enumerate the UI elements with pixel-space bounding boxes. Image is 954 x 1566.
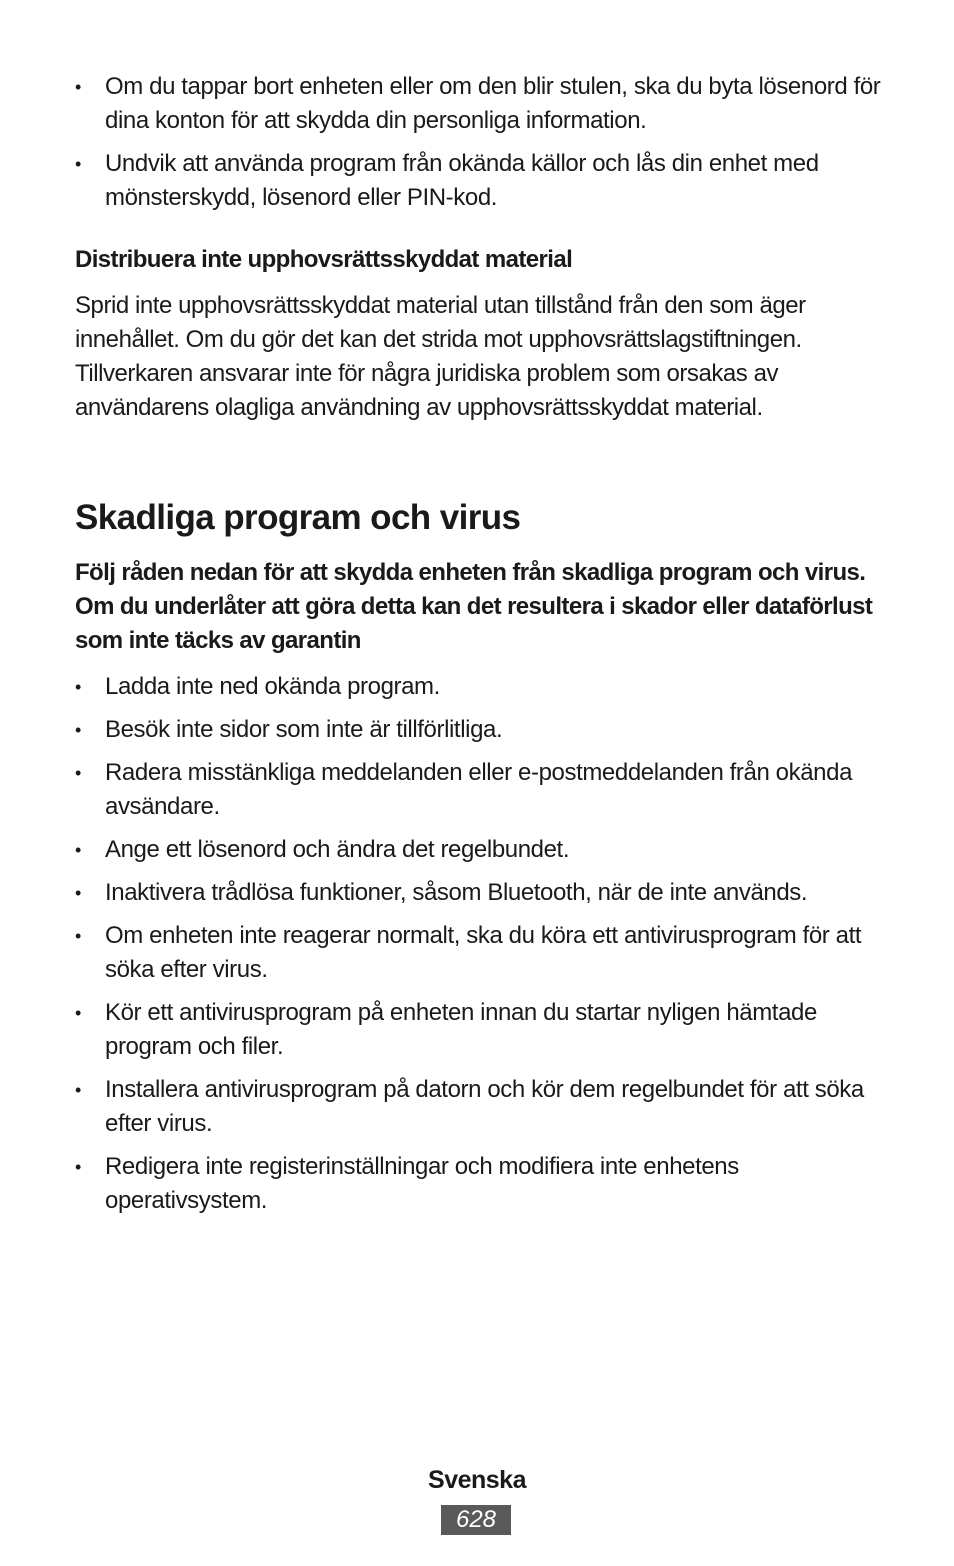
list-item-text: Installera antivirusprogram på datorn och kör dem regelbundet för att söka efter virus.	[105, 1076, 864, 1137]
list-item	[75, 670, 885, 704]
list-item	[75, 996, 885, 1064]
list-item-text: Redigera inte registerinställningar och modifiera inte enhetens operativsystem.	[105, 1153, 739, 1214]
bullet-icon: •	[75, 926, 81, 946]
list-item-text: Undvik att använda program från okända källor och lås din enhet med mönsterskydd, lösenord eller PIN-kod.	[105, 150, 819, 211]
list-item-text: Om du tappar bort enheten eller om den blir stulen, ska du byta lösenord för dina konton för att skydda din personliga information.	[105, 73, 881, 134]
list-item	[75, 919, 885, 987]
list-item-text: Inaktivera trådlösa funktioner, såsom Bluetooth, när de inte används.	[105, 879, 808, 906]
bullet-icon: •	[75, 1003, 81, 1023]
bullet-icon: •	[75, 1080, 81, 1100]
section-title: Skadliga program och virus	[75, 498, 521, 537]
bullet-icon: •	[75, 883, 81, 903]
bullet-icon: •	[75, 720, 81, 740]
copyright-paragraph: Sprid inte upphovsrättsskyddat material utan tillstånd från den som äger innehållet. Om du gör det kan det strida mot upphovsrättslagstiftningen. Tillverkaren ansvarar inte för några juridiska problem som orsakas av användarens olagliga användning av upphovsrättsskyddat material.	[75, 292, 806, 421]
list-item	[75, 713, 885, 747]
list-item	[75, 756, 885, 824]
list-item	[75, 1150, 885, 1218]
list-item	[75, 70, 885, 138]
list-item-text: Ladda inte ned okända program.	[105, 673, 440, 700]
bullet-icon: •	[75, 763, 81, 783]
page-content	[75, 70, 885, 1227]
malware-tips-list	[75, 670, 885, 1218]
list-item	[75, 147, 885, 215]
list-item-text: Ange ett lösenord och ändra det regelbundet.	[105, 836, 570, 863]
bullet-icon: •	[75, 677, 81, 697]
list-item-text: Om enheten inte reagerar normalt, ska du köra ett antivirusprogram för att söka efter virus.	[105, 922, 862, 983]
bullet-icon: •	[75, 840, 81, 860]
section-intro: Följ råden nedan för att skydda enheten från skadliga program och virus. Om du underlåter att göra detta kan det resultera i skador eller dataförlust som inte täcks av garantin	[75, 559, 873, 654]
list-item	[75, 876, 885, 910]
security-tips-list	[75, 70, 885, 215]
bullet-icon: •	[75, 154, 81, 174]
list-item-text: Besök inte sidor som inte är tillförlitliga.	[105, 716, 503, 743]
list-item	[75, 1073, 885, 1141]
bullet-icon: •	[75, 1157, 81, 1177]
list-item-text: Kör ett antivirusprogram på enheten innan du startar nyligen hämtade program och filer.	[105, 999, 817, 1060]
list-item	[75, 833, 885, 867]
bullet-icon: •	[75, 77, 81, 97]
page-number: 628	[441, 1505, 511, 1535]
copyright-heading: Distribuera inte upphovsrättsskyddat material	[75, 246, 573, 273]
footer-language: Svenska	[428, 1466, 526, 1494]
list-item-text: Radera misstänkliga meddelanden eller e-postmeddelanden från okända avsändare.	[105, 759, 853, 820]
